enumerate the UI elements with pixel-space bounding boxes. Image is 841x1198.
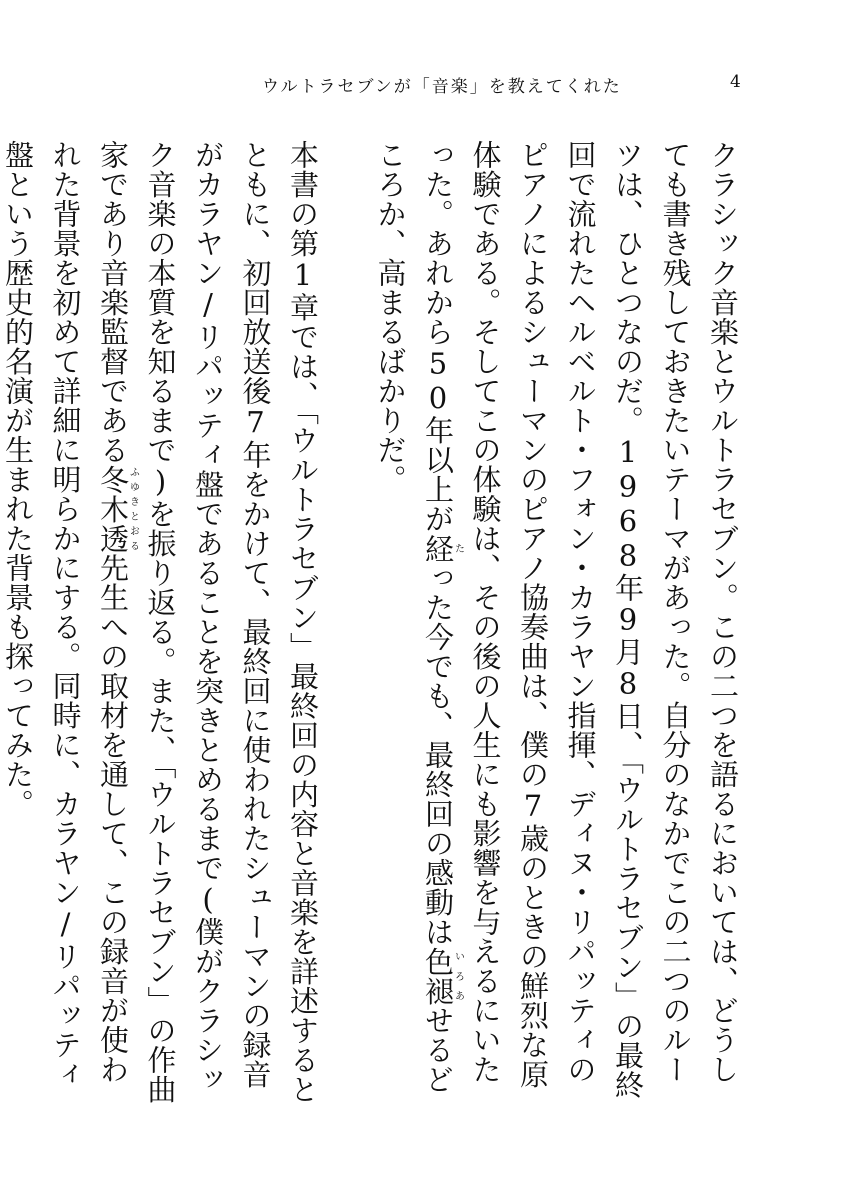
ruby-fuyuki-toru-base: 冬木透 xyxy=(96,464,130,553)
paragraph-1-text-a: クラシック音楽とウルトラセブン。この二つを語るにおいては、どうしても書き残しておきたいテーマがあった。自分のなかでこの二つのルーツは、ひとつなのだ。1968年9月8日、「ウルトラセブン」の最終回で流れたヘルベルト・フォン・カラヤン指揮、ディヌ・リパッティのピアノによるシューマンのピアノ協奏曲は、僕の7歳のときの鮮烈な原体験である。そしてこの体験は、その後の人生にも影響を与えるにいたった。あれから50年以上が xyxy=(421,140,740,1100)
ruby-fuyuki-toru xyxy=(96,464,139,554)
page-number: 4 xyxy=(730,72,741,92)
ruby-ta xyxy=(421,533,464,564)
paragraph-2-text-a: 本書の第1章では、「ウルトラセブン」最終回の内容と音楽を詳述するとともに、初回放送後7年をかけて、最終回に使われたシューマンの録音がカラヤン/リパッティ盤であることを突きとめるまで(僕がクラシック音楽の本質を知るまで)を振り返る。また、「ウルトラセブン」の作曲家であり音楽監督である xyxy=(96,140,320,1104)
paragraph-2-text-b: 先生への取材を通して、この録音が使われた背景を初めて詳細に明らかにする。同時に、カラヤン/リパッティ盤という歴史的名演が生まれた背景も探ってみた。 xyxy=(1,140,130,1089)
body-text xyxy=(0,140,746,1110)
ruby-fuyuki-toru-reading: ふゆきとおる xyxy=(127,464,139,553)
ruby-ta-base: 経 xyxy=(421,533,455,563)
ruby-iroa xyxy=(421,946,464,1006)
paragraph-1-text-c: せるどころか、高まるばかりだ。 xyxy=(373,140,455,1094)
ruby-iroa-reading: いろあ xyxy=(452,946,464,1006)
paragraph-1 xyxy=(366,140,746,1110)
ruby-ta-reading: た xyxy=(452,533,464,563)
ruby-iroa-base: 色褪 xyxy=(421,946,455,1006)
running-header: ウルトラセブンが「音楽」を教えてくれた xyxy=(262,77,622,97)
paragraph-2 xyxy=(0,140,326,1110)
paragraph-1-text-b: った今でも、最終回の感動は xyxy=(421,563,455,947)
